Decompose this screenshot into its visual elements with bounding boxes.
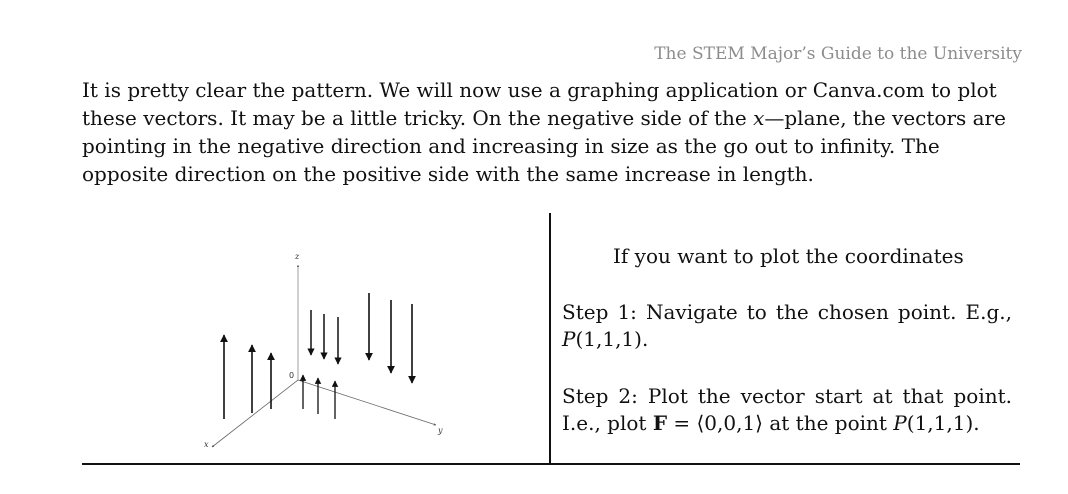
step-1-coords: (1,1,1). [575,327,649,351]
step-1 [562,299,1012,353]
step-2 [562,383,1012,437]
step-2-point: P [893,411,907,435]
step-2-equals: = ⟨0,0,1⟩ at the point [667,411,894,435]
step-2-text: Step 2: Plot the vector start at that point. I.e., plot [562,384,1012,435]
step-1-text: Step 1: Navigate to the chosen point. E.g., [562,300,1012,324]
running-header: The STEM Major’s Guide to the University [654,44,1022,64]
intro-paragraph [82,76,1032,188]
intro-text-part2: —plane, the vectors are pointing in the negative direction and increasing in size as the go out to infinity. The opposite direction on the positive side with the same increase in length. [82,106,1006,186]
column-divider [549,213,551,465]
step-2-vector: F [652,411,668,435]
vector-field-figure [196,247,526,462]
origin-label: 0 [289,371,295,380]
intro-var-x: x [753,106,765,130]
two-column-table [82,213,1020,465]
table-bottom-rule [82,463,1020,465]
instructions-title: If you want to plot the coordinates [613,244,964,268]
y-axis [298,380,436,425]
z-axis-label: z [295,252,300,261]
x-axis [212,380,298,447]
step-2-coords: (1,1,1). [906,411,980,435]
intro-text-part1: It is pretty clear the pattern. We will now use a graphing application or Canva.com to plot these vectors. It may be a little tricky. On the negative side of the [82,78,997,130]
y-axis-label: y [438,426,443,435]
step-1-point: P [562,327,576,351]
x-axis-label: x [204,440,209,449]
